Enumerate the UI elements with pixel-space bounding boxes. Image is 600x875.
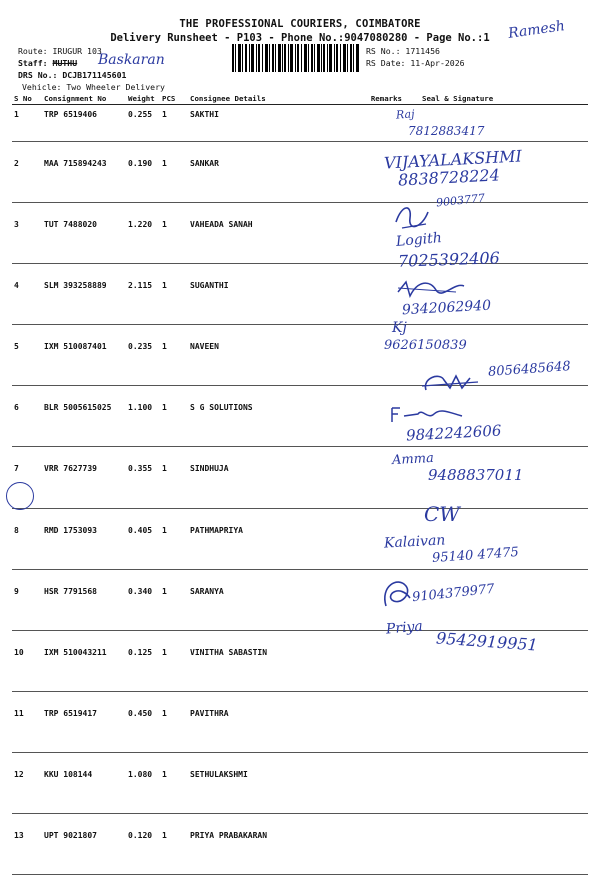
signature-phone: 9342062940: [401, 297, 492, 319]
signature-scribble-icon: [392, 202, 432, 232]
drs-number: DRS No.: DCJB171145601: [18, 70, 127, 80]
cell-weight: 1.220: [126, 203, 160, 264]
cell-remarks: [344, 691, 408, 752]
col-consignee: Consignee Details: [188, 92, 344, 105]
cell-sno: 13: [12, 814, 42, 875]
cell-consignee: SANKAR: [188, 142, 344, 203]
cell-pcs: 1: [160, 203, 188, 264]
col-remarks: Remarks: [344, 92, 408, 105]
staff-row: [18, 58, 77, 68]
table-row: [12, 203, 588, 264]
corner-handwritten-note: Ramesh: [507, 18, 566, 42]
cell-pcs: 1: [160, 691, 188, 752]
signature-name: Priya: [385, 618, 424, 638]
table-row: [12, 752, 588, 813]
signature-scribble-icon: [420, 370, 480, 394]
cell-weight: 1.080: [126, 752, 160, 813]
cell-weight: 1.100: [126, 386, 160, 447]
col-weight: Weight: [126, 92, 160, 105]
signature-scribble-icon: [396, 278, 466, 300]
signature-name: Amma: [391, 450, 435, 469]
rs-number: RS No.: 1711456: [366, 46, 440, 56]
cell-pcs: 1: [160, 569, 188, 630]
staff-label: Staff:: [18, 58, 48, 68]
signature-scribble-icon: [380, 576, 416, 612]
cell-consignment: HSR 7791568: [42, 569, 126, 630]
signature-phone: 8056485648: [487, 359, 572, 380]
cell-sno: 12: [12, 752, 42, 813]
signature-name: CW: [424, 502, 460, 526]
cell-pcs: 1: [160, 264, 188, 325]
cell-weight: 0.405: [126, 508, 160, 569]
signature-name: VIJAYALAKSHMI: [383, 146, 523, 173]
table-header-row: [12, 92, 588, 105]
signature-phone: 7812883417: [408, 124, 485, 138]
signature-name: Kalaivan: [383, 532, 446, 552]
cell-pcs: 1: [160, 325, 188, 386]
cell-pcs: 1: [160, 814, 188, 875]
cell-consignment: BLR 5005615025: [42, 386, 126, 447]
cell-sno: 5: [12, 325, 42, 386]
cell-sno: 8: [12, 508, 42, 569]
cell-consignee: PATHMAPRIYA: [188, 508, 344, 569]
cell-sno: 10: [12, 630, 42, 691]
cell-remarks: [344, 814, 408, 875]
cell-consignee: VINITHA SABASTIN: [188, 630, 344, 691]
cell-consignee: SARANYA: [188, 569, 344, 630]
cell-sno: 6: [12, 386, 42, 447]
table-row: [12, 691, 588, 752]
cell-weight: 0.450: [126, 691, 160, 752]
signature-name: Logith: [395, 230, 443, 250]
cell-pcs: 1: [160, 105, 188, 142]
cell-pcs: 1: [160, 142, 188, 203]
cell-consignee: S G SOLUTIONS: [188, 386, 344, 447]
cell-sno: 2: [12, 142, 42, 203]
cell-pcs: 1: [160, 752, 188, 813]
cell-weight: 0.190: [126, 142, 160, 203]
cell-sno: 7: [12, 447, 42, 508]
cell-signature: [408, 691, 588, 752]
signature-phone: 9488837011: [428, 466, 524, 484]
cell-consignment: TUT 7488020: [42, 203, 126, 264]
table-row: [12, 264, 588, 325]
cell-consignment: TRP 6519417: [42, 691, 126, 752]
col-consignment: Consignment No: [42, 92, 126, 105]
cell-pcs: 1: [160, 508, 188, 569]
company-title: THE PROFESSIONAL COURIERS, COIMBATORE: [179, 18, 421, 30]
cell-consignee: VAHEADA SANAH: [188, 203, 344, 264]
cell-sno: 4: [12, 264, 42, 325]
cell-consignment: MAA 715894243: [42, 142, 126, 203]
cell-sno: 11: [12, 691, 42, 752]
cell-consignee: NAVEEN: [188, 325, 344, 386]
cell-consignment: UPT 9021807: [42, 814, 126, 875]
signature-phone: 9104379977: [411, 581, 496, 606]
cell-pcs: 1: [160, 447, 188, 508]
cell-weight: 0.355: [126, 447, 160, 508]
signature-phone: 7025392406: [397, 248, 501, 271]
col-sno: S No: [12, 92, 42, 105]
rs-date: RS Date: 11-Apr-2026: [366, 58, 465, 68]
cell-weight: 2.115: [126, 264, 160, 325]
cell-weight: 0.235: [126, 325, 160, 386]
cell-remarks: [344, 752, 408, 813]
col-signature: Seal & Signature: [408, 92, 588, 105]
cell-remarks: [344, 630, 408, 691]
signature-name: Kj: [392, 320, 407, 336]
col-pcs: PCS: [160, 92, 188, 105]
signature-phone: 9003777: [435, 191, 486, 210]
cell-consignee: SINDHUJA: [188, 447, 344, 508]
table-row: [12, 569, 588, 630]
cell-sno: 3: [12, 203, 42, 264]
signature-scribble-icon: [388, 404, 468, 424]
cell-consignment: IXM 510043211: [42, 630, 126, 691]
cell-consignment: VRR 7627739: [42, 447, 126, 508]
cell-consignment: RMD 1753093: [42, 508, 126, 569]
vehicle-label: Vehicle: Two Wheeler Delivery: [22, 82, 165, 92]
staff-handwritten-name: Baskaran: [98, 52, 165, 68]
cell-weight: 0.255: [126, 105, 160, 142]
cell-signature: [408, 814, 588, 875]
cell-pcs: 1: [160, 386, 188, 447]
cell-consignee: SETHULAKSHMI: [188, 752, 344, 813]
cell-weight: 0.340: [126, 569, 160, 630]
cell-sno: 9: [12, 569, 42, 630]
signature-phone: 9542919951: [435, 628, 539, 655]
cell-pcs: 1: [160, 630, 188, 691]
staff-struck-name: MUTHU: [52, 58, 78, 68]
route-label: Route: IRUGUR 103: [18, 46, 102, 56]
cell-consignee: PRIYA PRABAKARAN: [188, 814, 344, 875]
cell-sno: 1: [12, 105, 42, 142]
cell-consignment: TRP 6519406: [42, 105, 126, 142]
table-row: [12, 814, 588, 875]
signature-phone: 8838728224: [397, 165, 501, 190]
cell-consignment: SLM 393258889: [42, 264, 126, 325]
cell-consignee: SAKTHI: [188, 105, 344, 142]
cell-weight: 0.125: [126, 630, 160, 691]
cell-consignment: IXM 510087401: [42, 325, 126, 386]
cell-consignee: PAVITHRA: [188, 691, 344, 752]
cell-signature: [408, 752, 588, 813]
barcode-icon: [232, 44, 360, 72]
signature-phone: 9626150839: [384, 338, 467, 353]
signature-phone: 9842242606: [405, 421, 502, 445]
cell-consignment: KKU 108144: [42, 752, 126, 813]
table-row: [12, 105, 588, 142]
signature-phone: 95140 47475: [431, 544, 520, 567]
runsheet-title: Delivery Runsheet - P103 - Phone No.:9047080280 - Page No.:1: [110, 32, 490, 44]
signature-name: Raj: [395, 107, 415, 122]
cell-weight: 0.120: [126, 814, 160, 875]
row-10-circle-mark: [6, 482, 34, 510]
cell-consignee: SUGANTHI: [188, 264, 344, 325]
